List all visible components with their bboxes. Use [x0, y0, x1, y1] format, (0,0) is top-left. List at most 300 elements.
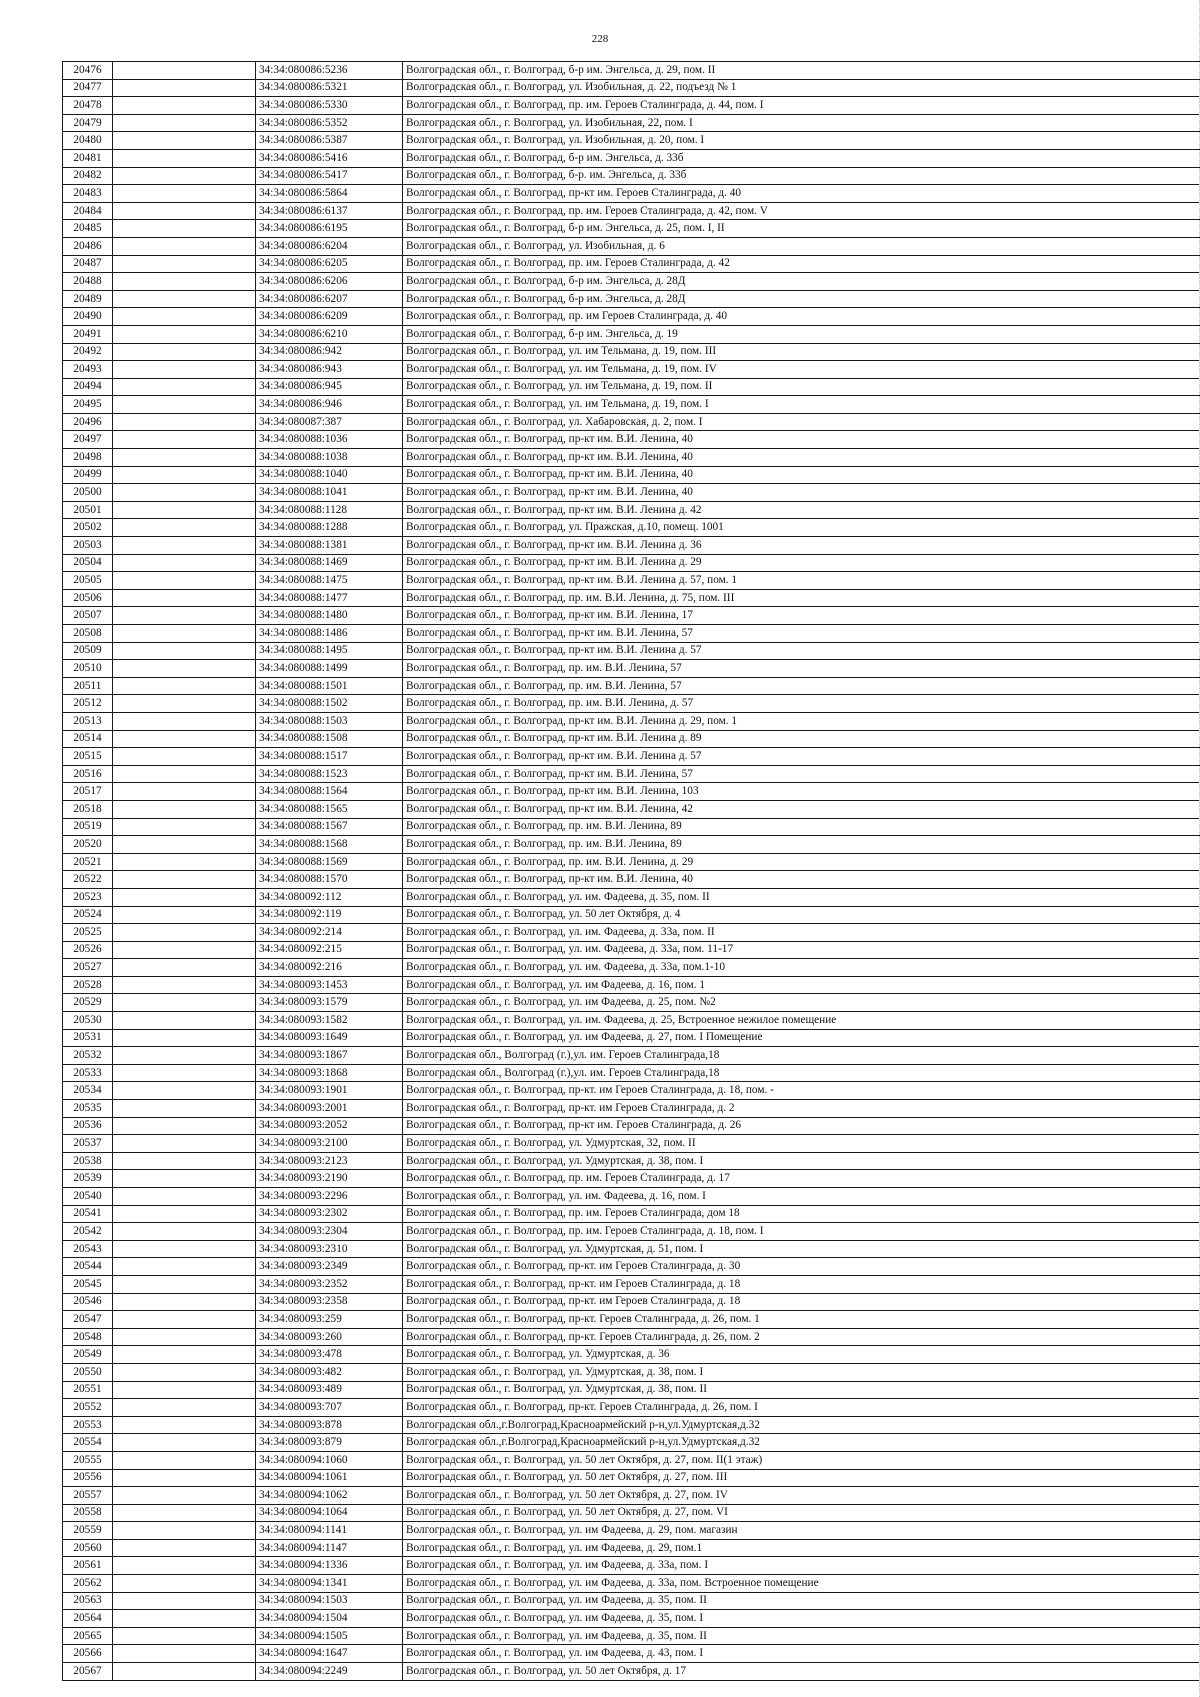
cadastral-number-cell: 34:34:080086:942 — [256, 343, 403, 361]
table-row — [63, 976, 1200, 994]
empty-cell — [113, 1381, 256, 1399]
table-row — [63, 1293, 1200, 1311]
table-row — [63, 1557, 1200, 1575]
cadastral-number-cell: 34:34:080088:1495 — [256, 642, 403, 660]
address-cell: Волгоградская обл., г. Волгоград, пр-кт им. В.И. Ленина д. 57 — [403, 642, 1200, 660]
table-row — [63, 625, 1200, 643]
table-row — [63, 501, 1200, 519]
row-number-cell: 20506 — [63, 589, 113, 607]
row-number-cell: 20552 — [63, 1399, 113, 1417]
row-number-cell: 20521 — [63, 853, 113, 871]
cadastral-number-cell: 34:34:080094:1064 — [256, 1504, 403, 1522]
table-row — [63, 1627, 1200, 1645]
empty-cell — [113, 554, 256, 572]
row-number-cell: 20543 — [63, 1240, 113, 1258]
table-row — [63, 1522, 1200, 1540]
table-row — [63, 1047, 1200, 1065]
address-cell: Волгоградская обл., г. Волгоград, ул. 50 лет Октября, д. 27, пом. II(1 этаж) — [403, 1451, 1200, 1469]
row-number-cell: 20519 — [63, 818, 113, 836]
empty-cell — [113, 976, 256, 994]
row-number-cell: 20513 — [63, 712, 113, 730]
row-number-cell: 20523 — [63, 888, 113, 906]
row-number-cell: 20554 — [63, 1434, 113, 1452]
row-number-cell: 20564 — [63, 1610, 113, 1628]
address-cell: Волгоградская обл., г. Волгоград, б-р им. Энгельса, д. 29, пом. II — [403, 62, 1200, 80]
empty-cell — [113, 202, 256, 220]
table-row — [63, 765, 1200, 783]
cadastral-number-cell: 34:34:080093:1579 — [256, 994, 403, 1012]
table-row — [63, 1592, 1200, 1610]
table-row — [63, 836, 1200, 854]
row-number-cell: 20522 — [63, 871, 113, 889]
row-number-cell: 20531 — [63, 1029, 113, 1047]
row-number-cell: 20514 — [63, 730, 113, 748]
empty-cell — [113, 660, 256, 678]
cadastral-number-cell: 34:34:080093:2349 — [256, 1258, 403, 1276]
cadastral-number-cell: 34:34:080086:5417 — [256, 167, 403, 185]
address-cell: Волгоградская обл., г. Волгоград, пр-кт им. В.И. Ленина, 42 — [403, 800, 1200, 818]
row-number-cell: 20530 — [63, 1012, 113, 1030]
row-number-cell: 20504 — [63, 554, 113, 572]
row-number-cell: 20503 — [63, 537, 113, 555]
cadastral-number-cell: 34:34:080093:1649 — [256, 1029, 403, 1047]
table-row — [63, 167, 1200, 185]
cadastral-number-cell: 34:34:080086:5236 — [256, 62, 403, 80]
table-row — [63, 62, 1200, 80]
empty-cell — [113, 836, 256, 854]
row-number-cell: 20555 — [63, 1451, 113, 1469]
row-number-cell: 20511 — [63, 677, 113, 695]
cadastral-number-cell: 34:34:080086:943 — [256, 361, 403, 379]
row-number-cell: 20488 — [63, 273, 113, 291]
cadastral-number-cell: 34:34:080088:1517 — [256, 748, 403, 766]
address-cell: Волгоградская обл., г. Волгоград, пр. им. Героев Сталинграда, д. 42 — [403, 255, 1200, 273]
empty-cell — [113, 677, 256, 695]
table-row — [63, 1311, 1200, 1329]
table-row — [63, 396, 1200, 414]
cadastral-number-cell: 34:34:080093:1868 — [256, 1064, 403, 1082]
row-number-cell: 20505 — [63, 572, 113, 590]
empty-cell — [113, 730, 256, 748]
cadastral-number-cell: 34:34:080086:5387 — [256, 132, 403, 150]
table-row — [63, 237, 1200, 255]
empty-cell — [113, 149, 256, 167]
address-cell: Волгоградская обл., г. Волгоград, ул. Изобильная, 22, пом. I — [403, 114, 1200, 132]
cadastral-number-cell: 34:34:080088:1477 — [256, 589, 403, 607]
address-cell: Волгоградская обл., г. Волгоград, ул. Изобильная, д. 20, пом. I — [403, 132, 1200, 150]
table-row — [63, 149, 1200, 167]
address-cell: Волгоградская обл., г. Волгоград, пр. им. В.И. Ленина, д. 75, пом. III — [403, 589, 1200, 607]
cadastral-number-cell: 34:34:080088:1486 — [256, 625, 403, 643]
table-row — [63, 906, 1200, 924]
table-row — [63, 712, 1200, 730]
row-number-cell: 20520 — [63, 836, 113, 854]
empty-cell — [113, 1539, 256, 1557]
address-cell: Волгоградская обл., г. Волгоград, пр-кт им. В.И. Ленина д. 89 — [403, 730, 1200, 748]
row-number-cell: 20517 — [63, 783, 113, 801]
empty-cell — [113, 1416, 256, 1434]
cadastral-number-cell: 34:34:080086:6137 — [256, 202, 403, 220]
empty-cell — [113, 1451, 256, 1469]
cadastral-number-cell: 34:34:080086:6206 — [256, 273, 403, 291]
empty-cell — [113, 466, 256, 484]
cadastral-number-cell: 34:34:080092:119 — [256, 906, 403, 924]
address-cell: Волгоградская обл., г. Волгоград, ул. им Фадеева, д. 33а, пом. I — [403, 1557, 1200, 1575]
empty-cell — [113, 1275, 256, 1293]
table-row — [63, 1416, 1200, 1434]
table-row — [63, 941, 1200, 959]
table-row — [63, 1487, 1200, 1505]
row-number-cell: 20551 — [63, 1381, 113, 1399]
table-row — [63, 818, 1200, 836]
row-number-cell: 20479 — [63, 114, 113, 132]
empty-cell — [113, 1434, 256, 1452]
row-number-cell: 20533 — [63, 1064, 113, 1082]
address-cell: Волгоградская обл., г. Волгоград, ул. 50 лет Октября, д. 27, пом. III — [403, 1469, 1200, 1487]
registry-body — [63, 62, 1200, 1681]
empty-cell — [113, 62, 256, 80]
empty-cell — [113, 132, 256, 150]
address-cell: Волгоградская обл., г. Волгоград, пр-кт им. В.И. Ленина, 40 — [403, 449, 1200, 467]
table-row — [63, 202, 1200, 220]
row-number-cell: 20547 — [63, 1311, 113, 1329]
table-row — [63, 1275, 1200, 1293]
address-cell: Волгоградская обл., г. Волгоград, ул. Удмуртская, д. 38, пом. I — [403, 1152, 1200, 1170]
address-cell: Волгоградская обл., г. Волгоград, б-р им. Энгельса, д. 33б — [403, 149, 1200, 167]
address-cell: Волгоградская обл., г. Волгоград, пр-кт им. В.И. Ленина, 40 — [403, 484, 1200, 502]
cadastral-number-cell: 34:34:080093:2123 — [256, 1152, 403, 1170]
table-row — [63, 431, 1200, 449]
empty-cell — [113, 1522, 256, 1540]
cadastral-number-cell: 34:34:080093:2001 — [256, 1100, 403, 1118]
empty-cell — [113, 748, 256, 766]
empty-cell — [113, 853, 256, 871]
address-cell: Волгоградская обл., г. Волгоград, ул. им Тельмана, д. 19, пом. II — [403, 378, 1200, 396]
row-number-cell: 20497 — [63, 431, 113, 449]
table-row — [63, 255, 1200, 273]
address-cell: Волгоградская обл., г. Волгоград, пр-кт. им Героев Сталинграда, д. 30 — [403, 1258, 1200, 1276]
row-number-cell: 20516 — [63, 765, 113, 783]
table-row — [63, 554, 1200, 572]
table-row — [63, 1504, 1200, 1522]
address-cell: Волгоградская обл., г. Волгоград, ул. им Фадеева, д. 35, пом. II — [403, 1627, 1200, 1645]
row-number-cell: 20567 — [63, 1663, 113, 1681]
cadastral-number-cell: 34:34:080093:260 — [256, 1328, 403, 1346]
table-row — [63, 748, 1200, 766]
table-row — [63, 537, 1200, 555]
address-cell: Волгоградская обл., г. Волгоград, пр-кт. Героев Сталинграда, д. 26, пом. I — [403, 1399, 1200, 1417]
row-number-cell: 20558 — [63, 1504, 113, 1522]
cadastral-number-cell: 34:34:080086:6207 — [256, 290, 403, 308]
cadastral-number-cell: 34:34:080088:1041 — [256, 484, 403, 502]
row-number-cell: 20492 — [63, 343, 113, 361]
row-number-cell: 20493 — [63, 361, 113, 379]
row-number-cell: 20557 — [63, 1487, 113, 1505]
cadastral-number-cell: 34:34:080093:2190 — [256, 1170, 403, 1188]
address-cell: Волгоградская обл.,г.Волгоград,Красноармейский р-н,ул.Удмуртская,д.32 — [403, 1434, 1200, 1452]
row-number-cell: 20562 — [63, 1575, 113, 1593]
row-number-cell: 20482 — [63, 167, 113, 185]
page-number: 228 — [591, 33, 609, 45]
empty-cell — [113, 959, 256, 977]
address-cell: Волгоградская обл., г. Волгоград, пр-кт им. В.И. Ленина, 40 — [403, 431, 1200, 449]
table-row — [63, 871, 1200, 889]
table-row — [63, 1451, 1200, 1469]
address-cell: Волгоградская обл., г. Волгоград, б-р им. Энгельса, д. 19 — [403, 325, 1200, 343]
address-cell: Волгоградская обл., г. Волгоград, пр-кт им. Героев Сталинграда, д. 40 — [403, 185, 1200, 203]
address-cell: Волгоградская обл., г. Волгоград, ул. им Фадеева, д. 27, пом. I Помещение — [403, 1029, 1200, 1047]
row-number-cell: 20480 — [63, 132, 113, 150]
cadastral-number-cell: 34:34:080094:1341 — [256, 1575, 403, 1593]
address-cell: Волгоградская обл., г. Волгоград, ул. им Фадеева, д. 16, пом. 1 — [403, 976, 1200, 994]
address-cell: Волгоградская обл., г. Волгоград, пр. им. Героев Сталинграда, д. 18, пом. I — [403, 1223, 1200, 1241]
address-cell: Волгоградская обл., г. Волгоград, пр-кт. им Героев Сталинграда, д. 18 — [403, 1275, 1200, 1293]
empty-cell — [113, 1487, 256, 1505]
row-number-cell: 20536 — [63, 1117, 113, 1135]
row-number-cell: 20559 — [63, 1522, 113, 1540]
table-row — [63, 132, 1200, 150]
address-cell: Волгоградская обл., г. Волгоград, ул. им. Фадеева, д. 33а, пом.1-10 — [403, 959, 1200, 977]
address-cell: Волгоградская обл., г. Волгоград, ул. Пражская, д.10, помещ. 1001 — [403, 519, 1200, 537]
empty-cell — [113, 449, 256, 467]
address-cell: Волгоградская обл., г. Волгоград, ул. Изобильная, д. 6 — [403, 237, 1200, 255]
empty-cell — [113, 361, 256, 379]
empty-cell — [113, 1170, 256, 1188]
row-number-cell: 20502 — [63, 519, 113, 537]
empty-cell — [113, 114, 256, 132]
address-cell: Волгоградская обл., г. Волгоград, пр. им. Героев Сталинграда, д. 17 — [403, 1170, 1200, 1188]
address-cell: Волгоградская обл., г. Волгоград, пр-кт им. В.И. Ленина д. 57, пом. 1 — [403, 572, 1200, 590]
address-cell: Волгоградская обл., г. Волгоград, пр. им. Героев Сталинграда, д. 42, пом. V — [403, 202, 1200, 220]
empty-cell — [113, 1100, 256, 1118]
empty-cell — [113, 1610, 256, 1628]
cadastral-number-cell: 34:34:080093:879 — [256, 1434, 403, 1452]
table-row — [63, 1223, 1200, 1241]
table-row — [63, 1064, 1200, 1082]
cadastral-number-cell: 34:34:080088:1565 — [256, 800, 403, 818]
empty-cell — [113, 1135, 256, 1153]
empty-cell — [113, 413, 256, 431]
table-row — [63, 888, 1200, 906]
row-number-cell: 20491 — [63, 325, 113, 343]
row-number-cell: 20548 — [63, 1328, 113, 1346]
table-row — [63, 695, 1200, 713]
cadastral-number-cell: 34:34:080086:6209 — [256, 308, 403, 326]
cadastral-number-cell: 34:34:080094:1504 — [256, 1610, 403, 1628]
cadastral-number-cell: 34:34:080093:482 — [256, 1363, 403, 1381]
table-row — [63, 466, 1200, 484]
empty-cell — [113, 308, 256, 326]
empty-cell — [113, 237, 256, 255]
table-row — [63, 1381, 1200, 1399]
address-cell: Волгоградская обл., г. Волгоград, б-р им. Энгельса, д. 28Д — [403, 290, 1200, 308]
table-row — [63, 308, 1200, 326]
address-cell: Волгоградская обл., г. Волгоград, пр. им. В.И. Ленина, 57 — [403, 677, 1200, 695]
empty-cell — [113, 1346, 256, 1364]
row-number-cell: 20500 — [63, 484, 113, 502]
empty-cell — [113, 1064, 256, 1082]
address-cell: Волгоградская обл., г. Волгоград, пр. им. В.И. Ленина, 89 — [403, 836, 1200, 854]
empty-cell — [113, 501, 256, 519]
address-cell: Волгоградская обл., г. Волгоград, пр-кт им. В.И. Ленина д. 29, пом. 1 — [403, 712, 1200, 730]
address-cell: Волгоградская обл., г. Волгоград, ул. Удмуртская, д. 36 — [403, 1346, 1200, 1364]
empty-cell — [113, 1504, 256, 1522]
cadastral-number-cell: 34:34:080088:1503 — [256, 712, 403, 730]
cadastral-number-cell: 34:34:080086:5416 — [256, 149, 403, 167]
cadastral-number-cell: 34:34:080092:214 — [256, 924, 403, 942]
empty-cell — [113, 1328, 256, 1346]
cadastral-number-cell: 34:34:080088:1564 — [256, 783, 403, 801]
table-row — [63, 589, 1200, 607]
address-cell: Волгоградская обл., г. Волгоград, ул. им Фадеева, д. 29, пом.1 — [403, 1539, 1200, 1557]
empty-cell — [113, 1363, 256, 1381]
address-cell: Волгоградская обл., г. Волгоград, пр. им. Героев Сталинграда, д. 44, пом. I — [403, 97, 1200, 115]
table-row — [63, 783, 1200, 801]
empty-cell — [113, 1117, 256, 1135]
address-cell: Волгоградская обл., г. Волгоград, пр-кт им. В.И. Ленина, 40 — [403, 871, 1200, 889]
address-cell: Волгоградская обл., г. Волгоград, ул. им Фадеева, д. 33а, пом. Встроенное помещение — [403, 1575, 1200, 1593]
row-number-cell: 20544 — [63, 1258, 113, 1276]
row-number-cell: 20486 — [63, 237, 113, 255]
cadastral-number-cell: 34:34:080086:5352 — [256, 114, 403, 132]
table-row — [63, 413, 1200, 431]
row-number-cell: 20540 — [63, 1188, 113, 1206]
table-row — [63, 1575, 1200, 1593]
cadastral-number-cell: 34:34:080093:2100 — [256, 1135, 403, 1153]
empty-cell — [113, 1575, 256, 1593]
cadastral-number-cell: 34:34:080086:6195 — [256, 220, 403, 238]
row-number-cell: 20545 — [63, 1275, 113, 1293]
cadastral-number-cell: 34:34:080086:945 — [256, 378, 403, 396]
address-cell: Волгоградская обл., г. Волгоград, пр-кт им. В.И. Ленина, 57 — [403, 765, 1200, 783]
address-cell: Волгоградская обл., г. Волгоград, пр-кт. им Героев Сталинграда, д. 18, пом. - — [403, 1082, 1200, 1100]
table-row — [63, 660, 1200, 678]
empty-cell — [113, 642, 256, 660]
cadastral-number-cell: 34:34:080093:2304 — [256, 1223, 403, 1241]
address-cell: Волгоградская обл., г. Волгоград, ул. 50 лет Октября, д. 4 — [403, 906, 1200, 924]
table-row — [63, 97, 1200, 115]
row-number-cell: 20487 — [63, 255, 113, 273]
address-cell: Волгоградская обл.,г.Волгоград,Красноармейский р-н,ул.Удмуртская,д.32 — [403, 1416, 1200, 1434]
cadastral-number-cell: 34:34:080088:1038 — [256, 449, 403, 467]
address-cell: Волгоградская обл., г. Волгоград, ул. им Фадеева, д. 25, пом. №2 — [403, 994, 1200, 1012]
table-row — [63, 853, 1200, 871]
cadastral-number-cell: 34:34:080093:1582 — [256, 1012, 403, 1030]
empty-cell — [113, 1258, 256, 1276]
row-number-cell: 20535 — [63, 1100, 113, 1118]
row-number-cell: 20485 — [63, 220, 113, 238]
table-row — [63, 1205, 1200, 1223]
empty-cell — [113, 1240, 256, 1258]
address-cell: Волгоградская обл., г. Волгоград, пр-кт им. В.И. Ленина, 103 — [403, 783, 1200, 801]
cadastral-number-cell: 34:34:080086:6205 — [256, 255, 403, 273]
table-row — [63, 572, 1200, 590]
table-row — [63, 1082, 1200, 1100]
empty-cell — [113, 1047, 256, 1065]
row-number-cell: 20515 — [63, 748, 113, 766]
cadastral-number-cell: 34:34:080094:1647 — [256, 1645, 403, 1663]
address-cell: Волгоградская обл., г. Волгоград, ул. им. Фадеева, д. 33а, пом. 11-17 — [403, 941, 1200, 959]
empty-cell — [113, 378, 256, 396]
cadastral-number-cell: 34:34:080088:1288 — [256, 519, 403, 537]
row-number-cell: 20501 — [63, 501, 113, 519]
row-number-cell: 20496 — [63, 413, 113, 431]
row-number-cell: 20495 — [63, 396, 113, 414]
empty-cell — [113, 1311, 256, 1329]
row-number-cell: 20550 — [63, 1363, 113, 1381]
table-row — [63, 1012, 1200, 1030]
address-cell: Волгоградская обл., г. Волгоград, ул. Удмуртская, 32, пом. II — [403, 1135, 1200, 1153]
cadastral-number-cell: 34:34:080094:1141 — [256, 1522, 403, 1540]
empty-cell — [113, 607, 256, 625]
cadastral-number-cell: 34:34:080093:478 — [256, 1346, 403, 1364]
cadastral-number-cell: 34:34:080088:1501 — [256, 677, 403, 695]
cadastral-number-cell: 34:34:080094:1503 — [256, 1592, 403, 1610]
row-number-cell: 20490 — [63, 308, 113, 326]
cadastral-number-cell: 34:34:080093:489 — [256, 1381, 403, 1399]
row-number-cell: 20476 — [63, 62, 113, 80]
empty-cell — [113, 1645, 256, 1663]
row-number-cell: 20510 — [63, 660, 113, 678]
empty-cell — [113, 572, 256, 590]
address-cell: Волгоградская обл., г. Волгоград, пр-кт. им Героев Сталинграда, д. 2 — [403, 1100, 1200, 1118]
row-number-cell: 20549 — [63, 1346, 113, 1364]
cadastral-number-cell: 34:34:080086:6204 — [256, 237, 403, 255]
address-cell: Волгоградская обл., г. Волгоград, ул. им. Фадеева, д. 33а, пом. II — [403, 924, 1200, 942]
address-cell: Волгоградская обл., г. Волгоград, б-р им. Энгельса, д. 25, пом. I, II — [403, 220, 1200, 238]
table-row — [63, 994, 1200, 1012]
cadastral-number-cell: 34:34:080093:2352 — [256, 1275, 403, 1293]
address-cell: Волгоградская обл., г. Волгоград, ул. 50 лет Октября, д. 17 — [403, 1663, 1200, 1681]
table-row — [63, 800, 1200, 818]
address-cell: Волгоградская обл., г. Волгоград, пр-кт. Героев Сталинграда, д. 26, пом. 1 — [403, 1311, 1200, 1329]
table-row — [63, 1346, 1200, 1364]
empty-cell — [113, 888, 256, 906]
table-row — [63, 924, 1200, 942]
cadastral-number-cell: 34:34:080093:2310 — [256, 1240, 403, 1258]
empty-cell — [113, 396, 256, 414]
table-row — [63, 114, 1200, 132]
empty-cell — [113, 290, 256, 308]
cadastral-number-cell: 34:34:080093:259 — [256, 1311, 403, 1329]
cadastral-number-cell: 34:34:080094:1505 — [256, 1627, 403, 1645]
address-cell: Волгоградская обл., г. Волгоград, пр. им. В.И. Ленина, д. 29 — [403, 853, 1200, 871]
address-cell: Волгоградская обл., г. Волгоград, пр-кт им. В.И. Ленина д. 36 — [403, 537, 1200, 555]
empty-cell — [113, 1082, 256, 1100]
table-row — [63, 449, 1200, 467]
empty-cell — [113, 1627, 256, 1645]
cadastral-number-cell: 34:34:080088:1570 — [256, 871, 403, 889]
cadastral-number-cell: 34:34:080086:5330 — [256, 97, 403, 115]
table-row — [63, 1434, 1200, 1452]
empty-cell — [113, 1293, 256, 1311]
row-number-cell: 20529 — [63, 994, 113, 1012]
empty-cell — [113, 1663, 256, 1681]
cadastral-number-cell: 34:34:080086:5864 — [256, 185, 403, 203]
empty-cell — [113, 79, 256, 97]
table-row — [63, 959, 1200, 977]
address-cell: Волгоградская обл., г. Волгоград, ул. 50 лет Октября, д. 27, пом. IV — [403, 1487, 1200, 1505]
cadastral-number-cell: 34:34:080088:1523 — [256, 765, 403, 783]
table-row — [63, 1469, 1200, 1487]
row-number-cell: 20509 — [63, 642, 113, 660]
cadastral-number-cell: 34:34:080087:387 — [256, 413, 403, 431]
row-number-cell: 20477 — [63, 79, 113, 97]
empty-cell — [113, 1205, 256, 1223]
row-number-cell: 20512 — [63, 695, 113, 713]
table-row — [63, 1135, 1200, 1153]
table-row — [63, 79, 1200, 97]
